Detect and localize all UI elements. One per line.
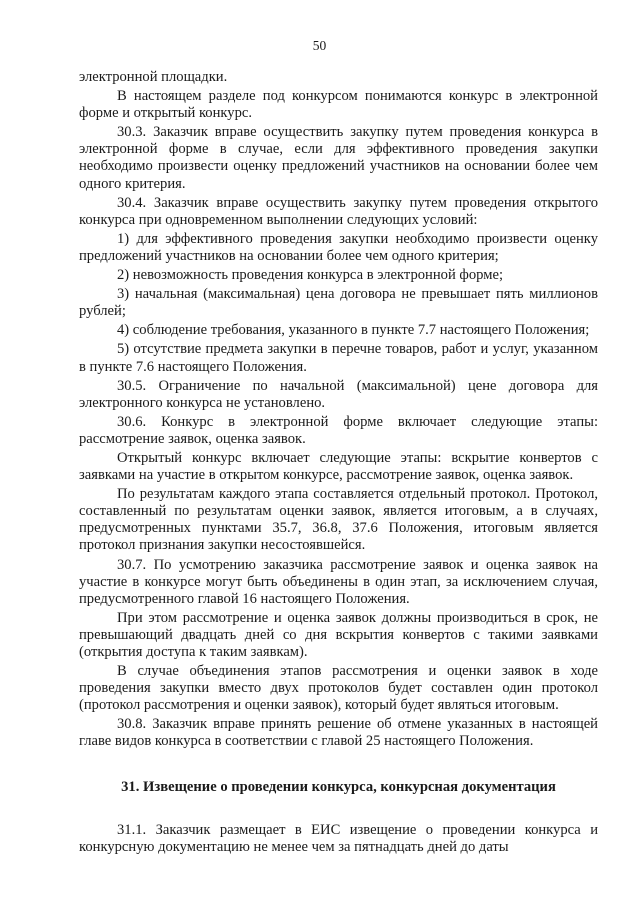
list-item: 1) для эффективного проведения закупки необходимо произвести оценку предложений участников на основании более чем одного критерия; — [79, 230, 598, 264]
paragraph: электронной площадки. — [79, 69, 228, 85]
list-item: 4) соблюдение требования, указанного в пункте 7.7 настоящего Положения; — [117, 322, 590, 339]
paragraph: 30.4. Заказчик вправе осуществить закупку путем проведения открытого конкурса при одновременном выполнении следующих условий: — [79, 194, 598, 228]
paragraph: В случае объединения этапов рассмотрения и оценки заявок в ходе проведения закупки вместо двух протоколов будет составлен один протокол (протокол рассмотрения и оценки заявок), который будет являться итоговым. — [79, 663, 598, 714]
paragraph: 30.5. Ограничение по начальной (максимальной) цене договора для электронного конкурса не установлено. — [79, 377, 598, 411]
paragraph: 31.1. Заказчик размещает в ЕИС извещение о проведении конкурса и конкурсную документацию не менее чем за пятнадцать дней до даты — [79, 821, 598, 855]
list-item: 5) отсутствие предмета закупки в перечне товаров, работ и услуг, указанном в пункте 7.6 настоящего Положения. — [79, 341, 598, 375]
paragraph: 30.7. По усмотрению заказчика рассмотрение заявок и оценка заявок на участие в конкурсе могут быть объединены в один этап, за исключением случая, предусмотренного главой 16 настоящего Положения. — [79, 556, 598, 607]
paragraph: Открытый конкурс включает следующие этапы: вскрытие конвертов с заявками на участие в открытом конкурсе, рассмотрение заявок, оценка заявок. — [79, 449, 598, 484]
paragraph: 30.6. Конкурс в электронной форме включает следующие этапы: рассмотрение заявок, оценка заявок. — [79, 413, 598, 447]
paragraph: По результатам каждого этапа составляется отдельный протокол. Протокол, составленный по результатам оценки заявок, является итоговым, а в случаях, предусмотренных пунктами 35.7, 36.8, 37.6 Положения, итоговым является протокол признания закупки несостоявшейся. — [79, 486, 598, 554]
paragraph: В настоящем разделе под конкурсом понимаются конкурс в электронной форме и открытый конкурс. — [79, 88, 598, 122]
section-heading: 31. Извещение о проведении конкурса, конкурсная документация — [121, 778, 556, 795]
paragraph: 30.3. Заказчик вправе осуществить закупку путем проведения конкурса в электронной форме в случае, если для эффективного проведения закупки необходимо произвести оценку предложений участников на основании более чем одного критерия. — [79, 124, 598, 192]
document-body — [79, 69, 598, 856]
paragraph: При этом рассмотрение и оценка заявок должны производиться в срок, не превышающий двадцать дней со дня вскрытия конвертов с такими заявками (открытия доступа к таким заявкам). — [79, 609, 598, 660]
page-number: 50 — [312, 38, 327, 53]
list-item: 2) невозможность проведения конкурса в электронной форме; — [117, 267, 504, 284]
paragraph: 30.8. Заказчик вправе принять решение об отмене указанных в настоящей главе видов конкурса в соответствии с главой 25 настоящего Положения. — [79, 716, 598, 750]
list-item: 3) начальная (максимальная) цена договора не превышает пять миллионов рублей; — [79, 286, 598, 320]
